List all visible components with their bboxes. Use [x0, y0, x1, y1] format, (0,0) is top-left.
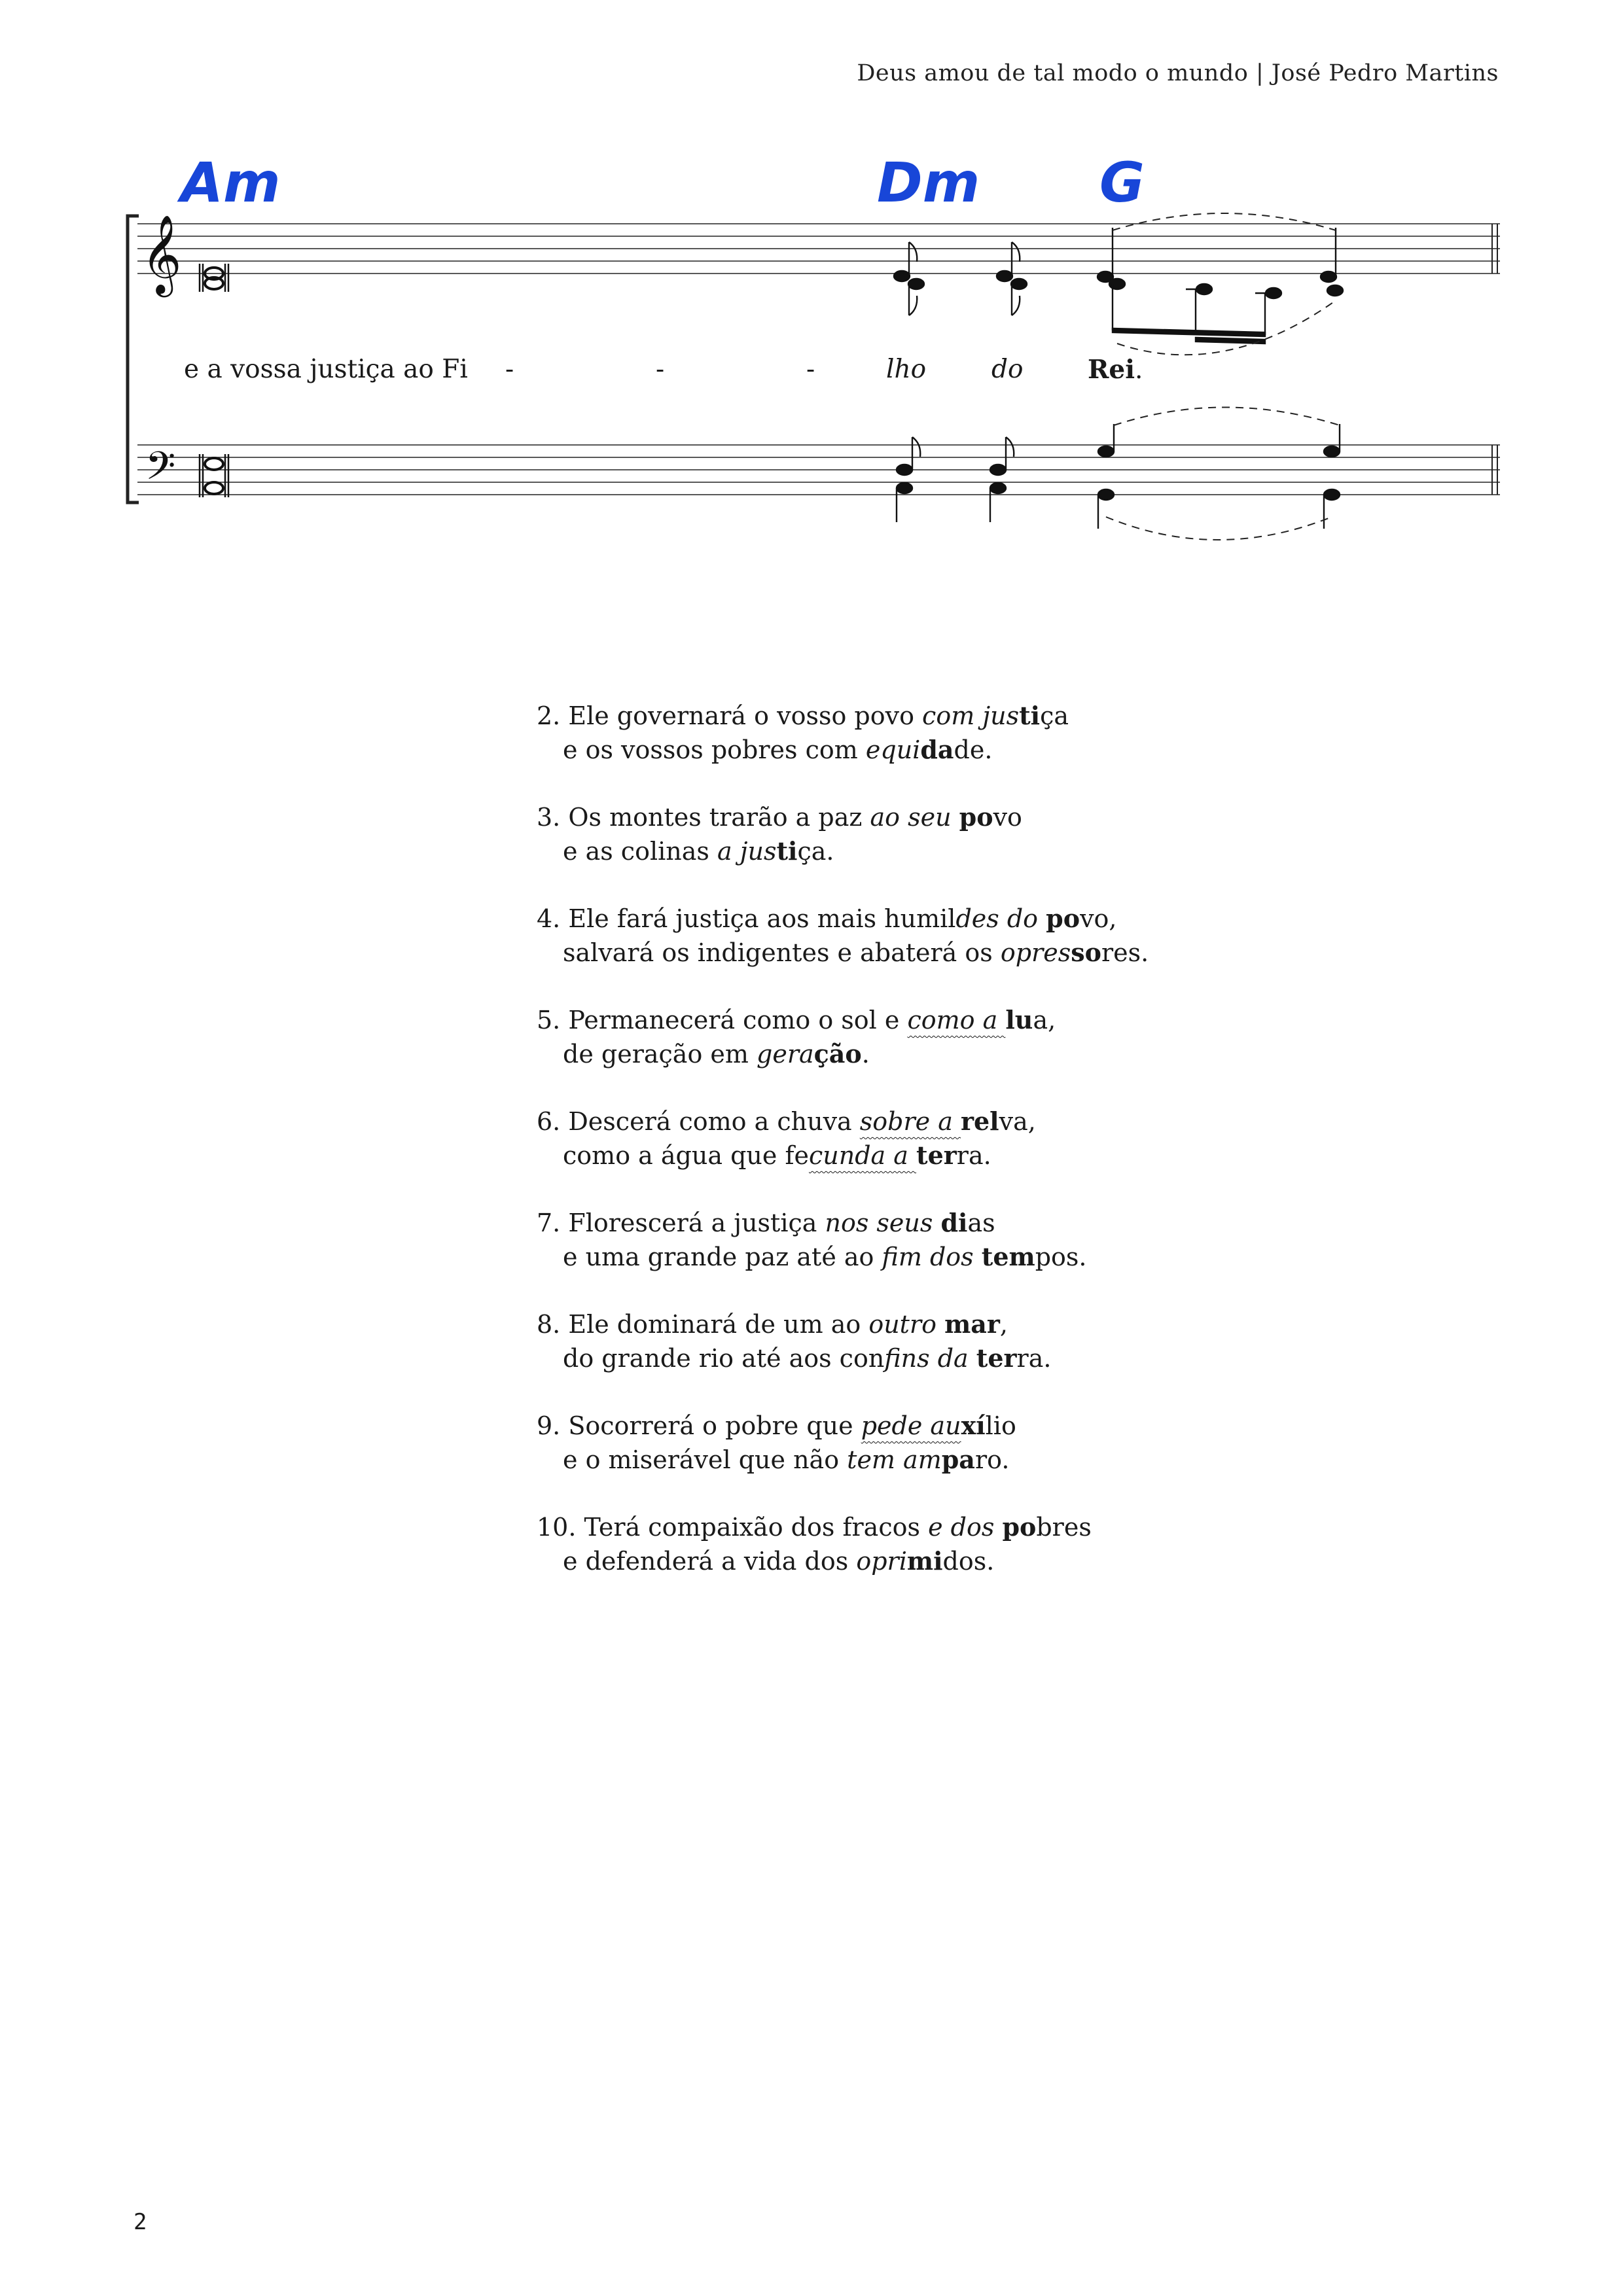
bass-note-do — [990, 437, 1014, 522]
verse-number: 5. — [537, 1006, 569, 1034]
verse-number: 2. — [537, 701, 569, 730]
bass-slurs — [1106, 408, 1340, 540]
running-title: Deus amou de tal modo o mundo | José Pedro Martins — [857, 60, 1499, 86]
lyric-dash: - — [505, 355, 514, 384]
music-score — [0, 0, 1623, 589]
lyric-syllable: do — [991, 355, 1024, 384]
bass-staff — [137, 445, 1500, 495]
treble-note-rei — [1097, 228, 1343, 344]
lyric-period: . — [1135, 355, 1143, 385]
verse-number: 10. — [537, 1513, 584, 1542]
lyric-text: e a vossa justiça ao Fi — [184, 355, 468, 384]
verse: 8. Ele dominará de um ao outro mar, do grande rio até aos confins da terra. — [537, 1309, 1052, 1373]
verse: 3. Os montes trarão a paz ao seu povo e as colinas a justiça. — [537, 802, 1022, 866]
chord-dm: Dm — [877, 150, 980, 215]
verse: 5. Permanecerá como o sol e como a lua, de geração em geração. — [537, 1005, 1056, 1069]
verse-number: 3. — [537, 803, 569, 832]
verse-number: 8. — [537, 1310, 569, 1339]
lyric-final — [1088, 355, 1143, 385]
treble-note-do — [997, 242, 1027, 315]
verse-number: 7. — [537, 1209, 569, 1237]
bass-clef: 𝄢 — [145, 443, 176, 498]
chord-g: G — [1099, 150, 1145, 215]
lyric-dash: - — [806, 355, 815, 384]
treble-staff — [137, 224, 1500, 274]
treble-note-lho — [894, 242, 924, 315]
verse: 9. Socorrerá o pobre que pede auxílio e o miserável que não tem amparo. — [537, 1411, 1016, 1474]
breve-chord-treble — [200, 264, 228, 292]
verse: 4. Ele fará justiça aos mais humildes do povo, salvará os indigentes e abaterá os opressores. — [537, 904, 1149, 967]
verse-number: 9. — [537, 1411, 569, 1440]
lyric-accent: Rei — [1088, 355, 1135, 385]
page-number: 2 — [134, 2209, 147, 2235]
verse: 6. Descerá como a chuva sobre a relva, como a água que fecunda a terra. — [537, 1106, 1036, 1170]
verse-number: 6. — [537, 1107, 569, 1136]
verse: 2. Ele governará o vosso povo com justiça e os vossos pobres com equidade. — [537, 701, 1069, 764]
verse-number: 4. — [537, 904, 569, 933]
system-bracket — [128, 216, 139, 503]
verse: 10. Terá compaixão dos fracos e dos pobres e defenderá a vida dos oprimidos. — [537, 1512, 1092, 1576]
treble-clef: 𝄞 — [141, 214, 182, 294]
breve-chord-bass — [200, 454, 228, 497]
psalm-verses — [537, 699, 1149, 1612]
final-barline — [1492, 224, 1497, 495]
chord-am: Am — [181, 150, 281, 215]
verse: 7. Florescerá a justiça nos seus dias e uma grande paz até ao fim dos tempos. — [537, 1208, 1087, 1271]
bass-note-rei — [1098, 424, 1340, 529]
lyric-dash: - — [656, 355, 665, 384]
lyric-syllable: lho — [886, 355, 927, 384]
bass-note-lho — [897, 437, 920, 522]
